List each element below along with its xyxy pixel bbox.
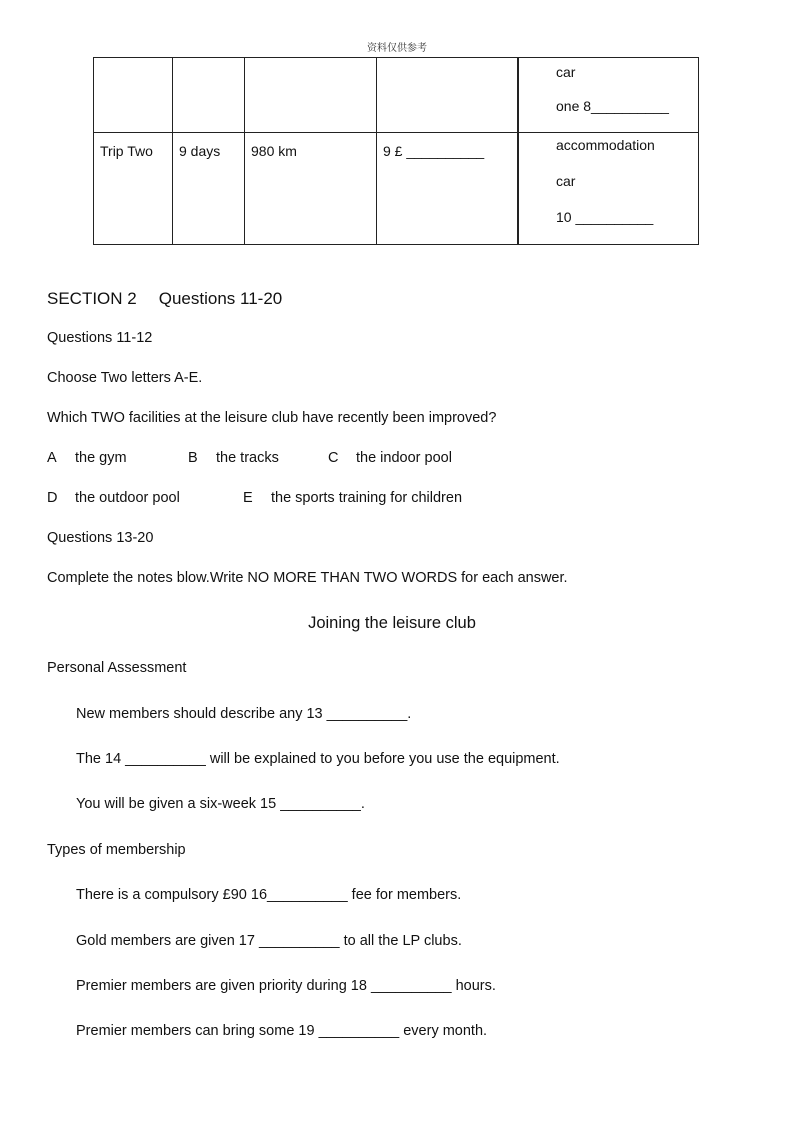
option-b[interactable]: B the tracks [188,450,279,466]
membership-types-heading: Types of membership [47,842,186,858]
trip-price-blank: 9 £ __________ [383,143,485,159]
note-19: Premier members can bring some 19 __________ every month. [76,1023,488,1039]
cell-line: accommodation [556,137,655,153]
options-row [47,490,462,506]
section-questions: Questions 11-20 [158,289,283,308]
table-cell [377,133,519,245]
personal-assessment-heading: Personal Assessment [47,660,187,676]
note-13: New members should describe any 13 __________. [76,706,412,722]
trip-name: Trip Two [100,143,153,159]
cell-line-blank: one 8__________ [556,98,669,114]
table-cell [245,133,377,245]
table-cell [94,133,173,245]
choose-instruction: Choose Two letters A-E. [47,370,203,386]
cell-line: car [556,64,576,80]
table-cell [94,58,173,133]
table-cell [377,58,519,133]
section-heading [47,289,282,309]
options-row [47,450,452,466]
option-a[interactable]: A the gym [47,450,127,466]
note-14: The 14 __________ will be explained to you before you use the equipment. [76,751,560,767]
table-cell [173,133,245,245]
trip-duration: 9 days [179,143,221,159]
notes-title: Joining the leisure club [308,614,476,632]
cell-line-blank: 10 __________ [556,209,654,225]
questions-13-20-heading: Questions 13-20 [47,530,154,546]
note-18: Premier members are given priority during 18 __________ hours. [76,978,496,994]
question-text: Which TWO facilities at the leisure club have recently been improved? [47,410,497,426]
trip-table [93,57,699,245]
trip-distance: 980 km [251,143,297,159]
table-row [94,58,699,133]
table-cell [245,58,377,133]
option-e[interactable]: E the sports training for children [243,490,463,506]
table-cell [518,133,699,245]
option-d[interactable]: D the outdoor pool [47,490,180,506]
cell-line: car [556,173,576,189]
questions-11-12-heading: Questions 11-12 [47,330,153,346]
section-label: SECTION 2 [47,289,137,308]
table-cell [173,58,245,133]
note-15: You will be given a six-week 15 __________. [76,796,365,812]
complete-instruction: Complete the notes blow.Write NO MORE THAN TWO WORDS for each answer. [47,570,568,586]
table-row [94,133,699,245]
header-note: 资料仅供参考 [367,43,427,54]
note-17: Gold members are given 17 __________ to all the LP clubs. [76,933,462,949]
table-cell [518,58,699,133]
note-16: There is a compulsory £90 16__________ fee for members. [76,887,462,903]
option-c[interactable]: C the indoor pool [328,450,452,466]
